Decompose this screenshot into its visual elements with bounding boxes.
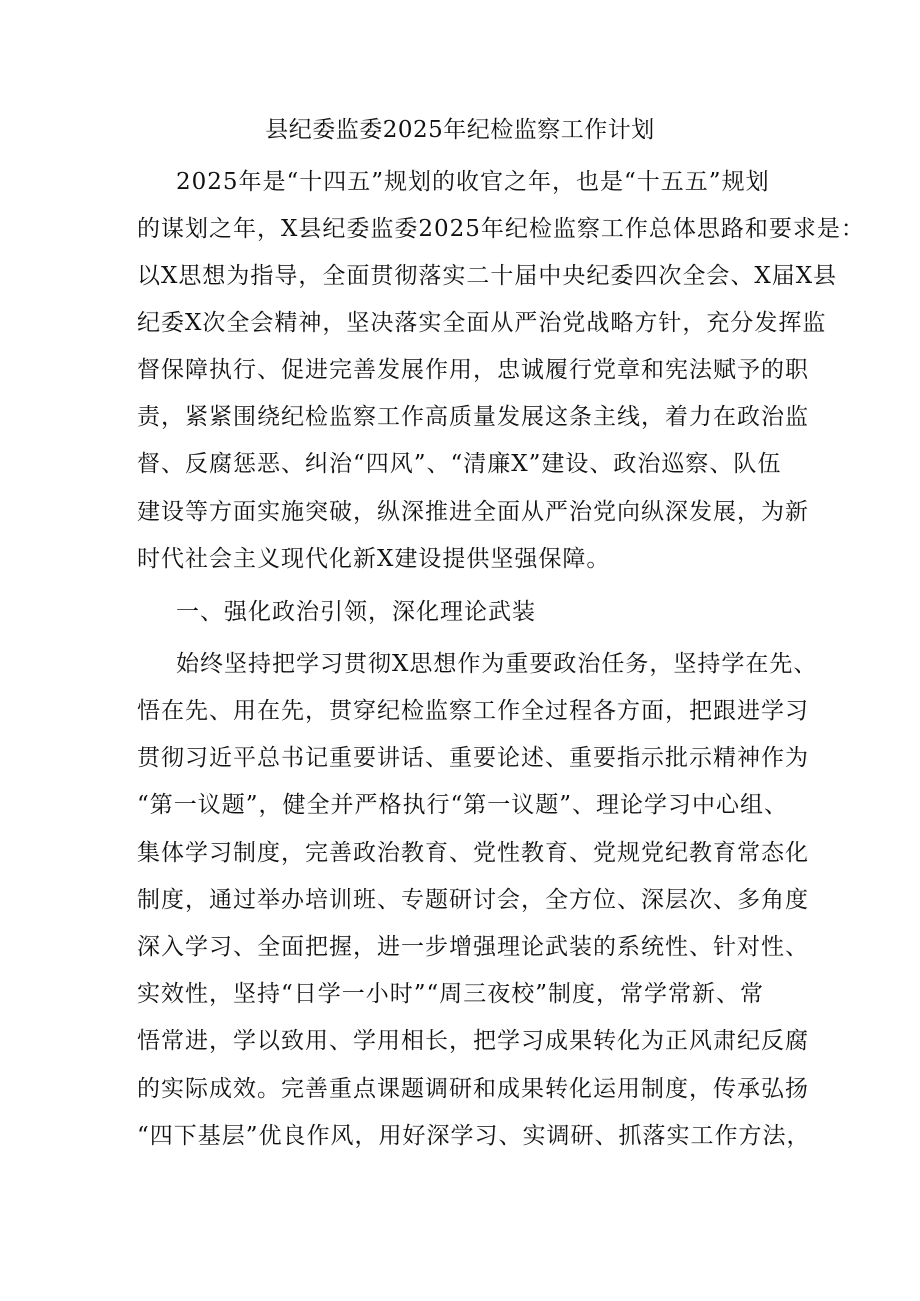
paragraph-line: 建设等方面实施突破，纵深推进全面从严治党向纵深发展，为新 <box>137 499 809 525</box>
paragraph-line: 始终坚持把学习贯彻X思想作为重要政治任务，坚持学在先、 <box>176 651 818 677</box>
paragraph-line: 悟常进，学以致用、学用相长，把学习成果转化为正风肃纪反腐 <box>137 1028 809 1054</box>
paragraph-line: 的实际成效。完善重点课题调研和成果转化运用制度，传承弘扬 <box>137 1076 809 1102</box>
paragraph-line: “四下基层”优良作风，用好深学习、实调研、抓落实工作方法， <box>137 1123 811 1149</box>
paragraph-line: 集体学习制度，完善政治教育、党性教育、党规党纪教育常态化 <box>137 840 809 866</box>
paragraph-line: 时代社会主义现代化新X建设提供坚强保障。 <box>137 546 611 572</box>
section-heading: 一、强化政治引领，深化理论武装 <box>176 599 536 625</box>
paragraph-line: 实效性，坚持“日学一小时”“周三夜校”制度，常学常新、常 <box>137 981 765 1007</box>
paragraph-line: 贯彻习近平总书记重要讲话、重要论述、重要指示批示精神作为 <box>137 745 809 771</box>
paragraph-line: 的谋划之年，X县纪委监委2025年纪检监察工作总体思路和要求是： <box>137 216 865 242</box>
paragraph-line: 督、反腐惩恶、纠治“四风”、“清廉X”建设、政治巡察、队伍 <box>137 451 782 477</box>
paragraph-line: 责，紧紧围绕纪检监察工作高质量发展这条主线，着力在政治监 <box>137 404 809 430</box>
paragraph-line: 以X思想为指导，全面贯彻落实二十届中央纪委四次全会、X届X县 <box>137 263 838 289</box>
document-title: 县纪委监委2025年纪检监察工作计划 <box>265 117 655 143</box>
paragraph-line: 2025年是“十四五”规划的收官之年，也是“十五五”规划 <box>176 169 770 195</box>
paragraph-line: 纪委X次全会精神，坚决落实全面从严治党战略方针，充分发挥监 <box>137 310 827 336</box>
paragraph-line: “第一议题”，健全并严格执行“第一议题”、理论学习中心组、 <box>137 792 789 818</box>
paragraph-line: 制度，通过举办培训班、专题研讨会，全方位、深层次、多角度 <box>137 887 809 913</box>
paragraph-line: 悟在先、用在先，贯穿纪检监察工作全过程各方面，把跟进学习 <box>137 698 809 724</box>
paragraph-line: 深入学习、全面把握，进一步增强理论武装的系统性、针对性、 <box>137 934 809 960</box>
paragraph-line: 督保障执行、促进完善发展作用，忠诚履行党章和宪法赋予的职 <box>137 357 809 383</box>
